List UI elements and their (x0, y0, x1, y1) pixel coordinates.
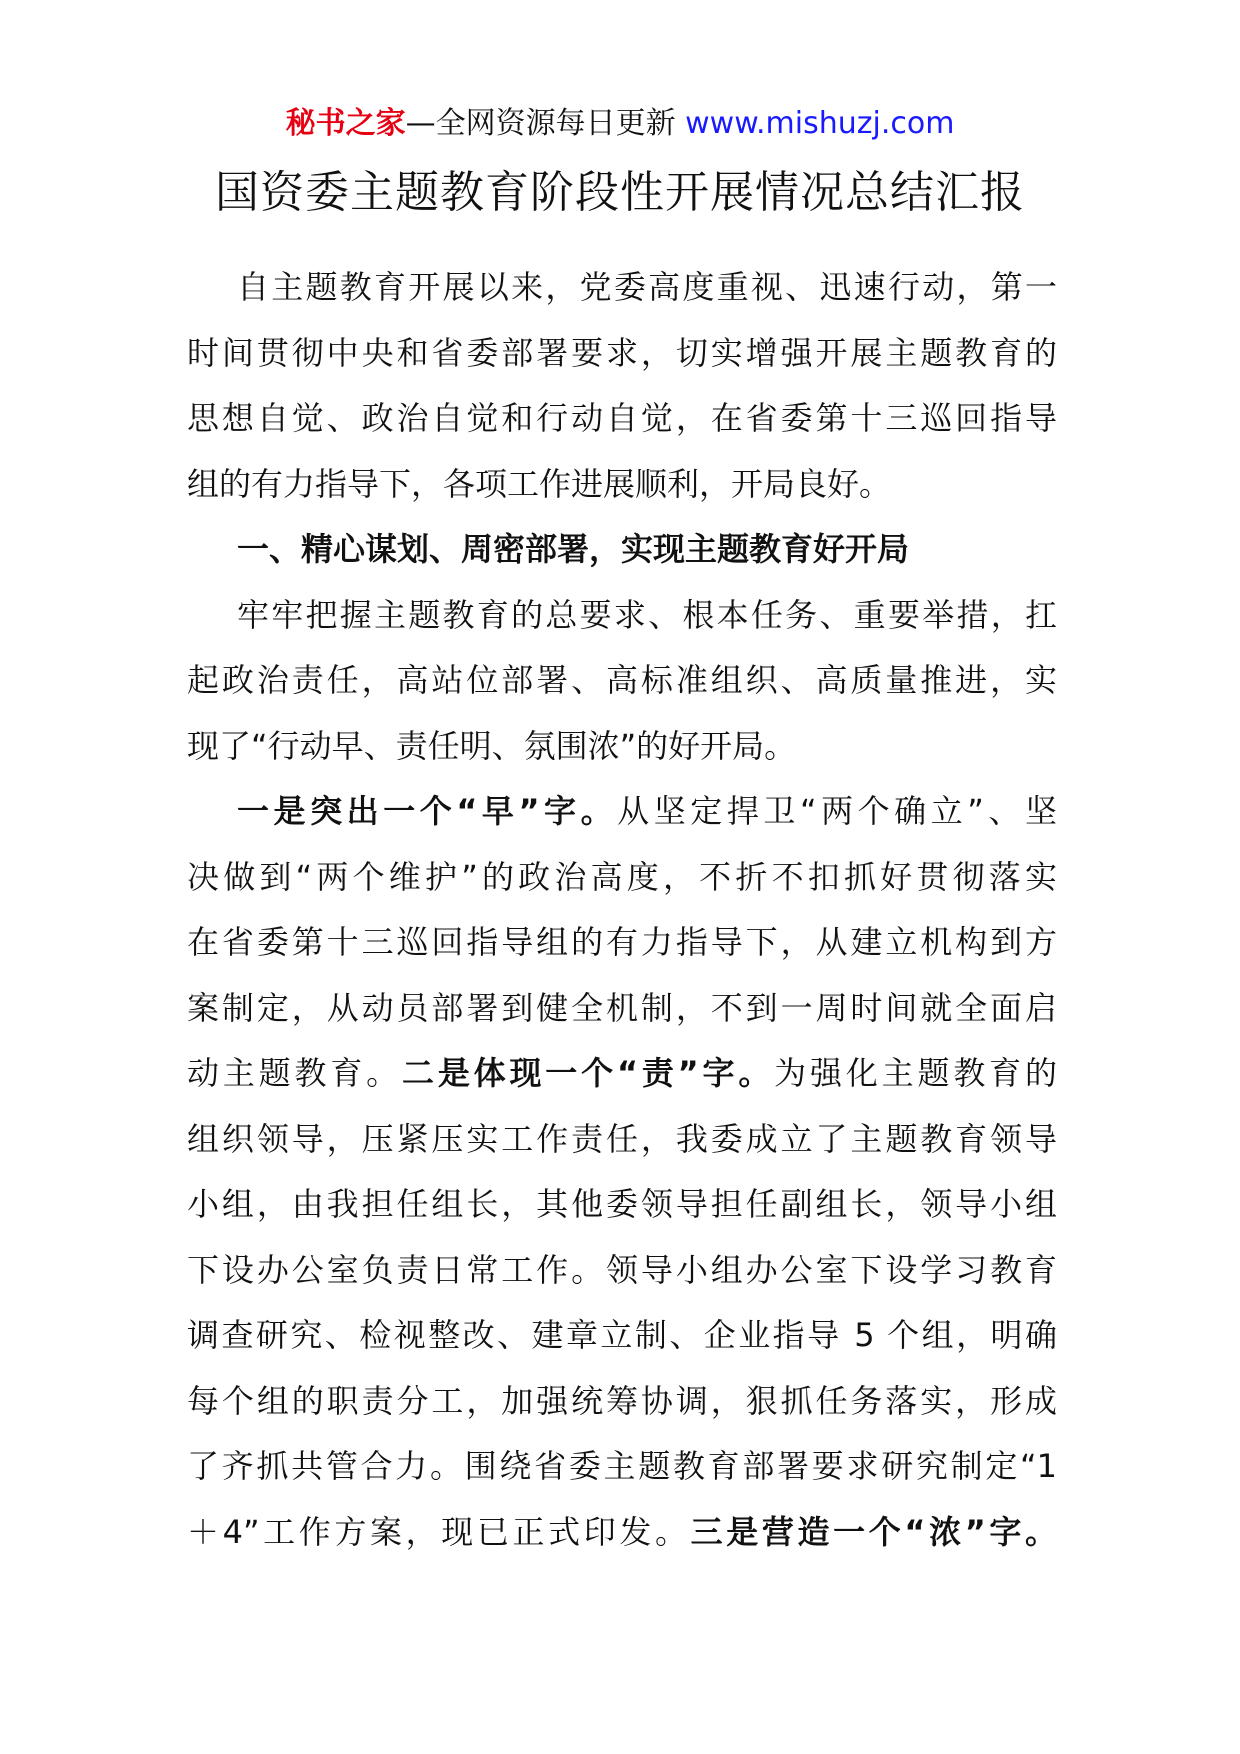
paragraph-line: 自主题教育开展以来，党委高度重视、迅速行动，第一 (237, 268, 1057, 306)
document-title: 国资委主题教育阶段性开展情况总结汇报 (215, 167, 1025, 218)
paragraph-line: 组织领导，压紧压实工作责任，我委成立了主题教育领导 (187, 1119, 1057, 1158)
brand-name: 秘书之家 (285, 106, 406, 141)
paragraph-text: 动主题教育。 (187, 1054, 402, 1092)
paragraph-line: 每个组的职责分工，加强统筹协调，狠抓任务落实，形成 (187, 1381, 1057, 1420)
site-url-link[interactable]: www.mishuzj.com (685, 106, 955, 141)
paragraph-line: 起政治责任，高站位部署、高标准组织、高质量推进，实 (187, 661, 1057, 699)
paragraph-line: 案制定，从动员部署到健全机制，不到一周时间就全面启 (187, 988, 1057, 1027)
paragraph-line: 在省委第十三巡回指导组的有力指导下，从建立机构到方 (187, 923, 1057, 961)
paragraph-line (187, 1500, 1057, 1566)
paragraph-line: 调查研究、检视整改、建章立制、企业指导 5 个组，明确 (187, 1316, 1057, 1354)
document-body (187, 255, 1057, 1565)
paragraph-line: 下设办公室负责日常工作。领导小组办公室下设学习教育 (187, 1250, 1057, 1289)
paragraph-text: 从坚定捍卫“两个确立”、坚 (617, 792, 1057, 830)
site-banner (0, 104, 1240, 144)
paragraph-line: 了齐抓共管合力。围绕省委主题教育部署要求研究制定“1 (187, 1447, 1057, 1485)
point-two-lead: 二是体现一个“责”字。 (401, 1054, 775, 1092)
paragraph-text: ＋4”工作方案，现已正式印发。 (187, 1512, 691, 1551)
paragraph-line: 小组，由我担任组长，其他委领导担任副组长，领导小组 (187, 1185, 1057, 1223)
point-one-lead: 一是突出一个“早”字。 (237, 792, 618, 830)
paragraph-line: 组的有力指导下，各项工作进展顺利，开局良好。 (187, 464, 892, 503)
paragraph-line: 现了“行动早、责任明、氛围浓”的好开局。 (187, 726, 797, 765)
paragraph-line: 决做到“两个维护”的政治高度，不折不扣抓好贯彻落实 (187, 857, 1057, 896)
paragraph-text: 为强化主题教育的 (774, 1054, 1057, 1092)
paragraph-line (187, 779, 1057, 845)
paragraph-line (187, 1041, 1057, 1107)
paragraph-line: 思想自觉、政治自觉和行动自觉，在省委第十三巡回指导 (187, 399, 1057, 437)
banner-tagline: —全网资源每日更新 (405, 106, 676, 141)
section-heading: 一、精心谋划、周密部署，实现主题教育好开局 (237, 530, 910, 568)
point-three-lead: 三是营造一个“浓”字。 (690, 1512, 1057, 1551)
paragraph-line: 时间贯彻中央和省委部署要求，切实增强开展主题教育的 (187, 333, 1057, 372)
paragraph-line: 牢牢把握主题教育的总要求、根本任务、重要举措，扛 (237, 595, 1057, 634)
